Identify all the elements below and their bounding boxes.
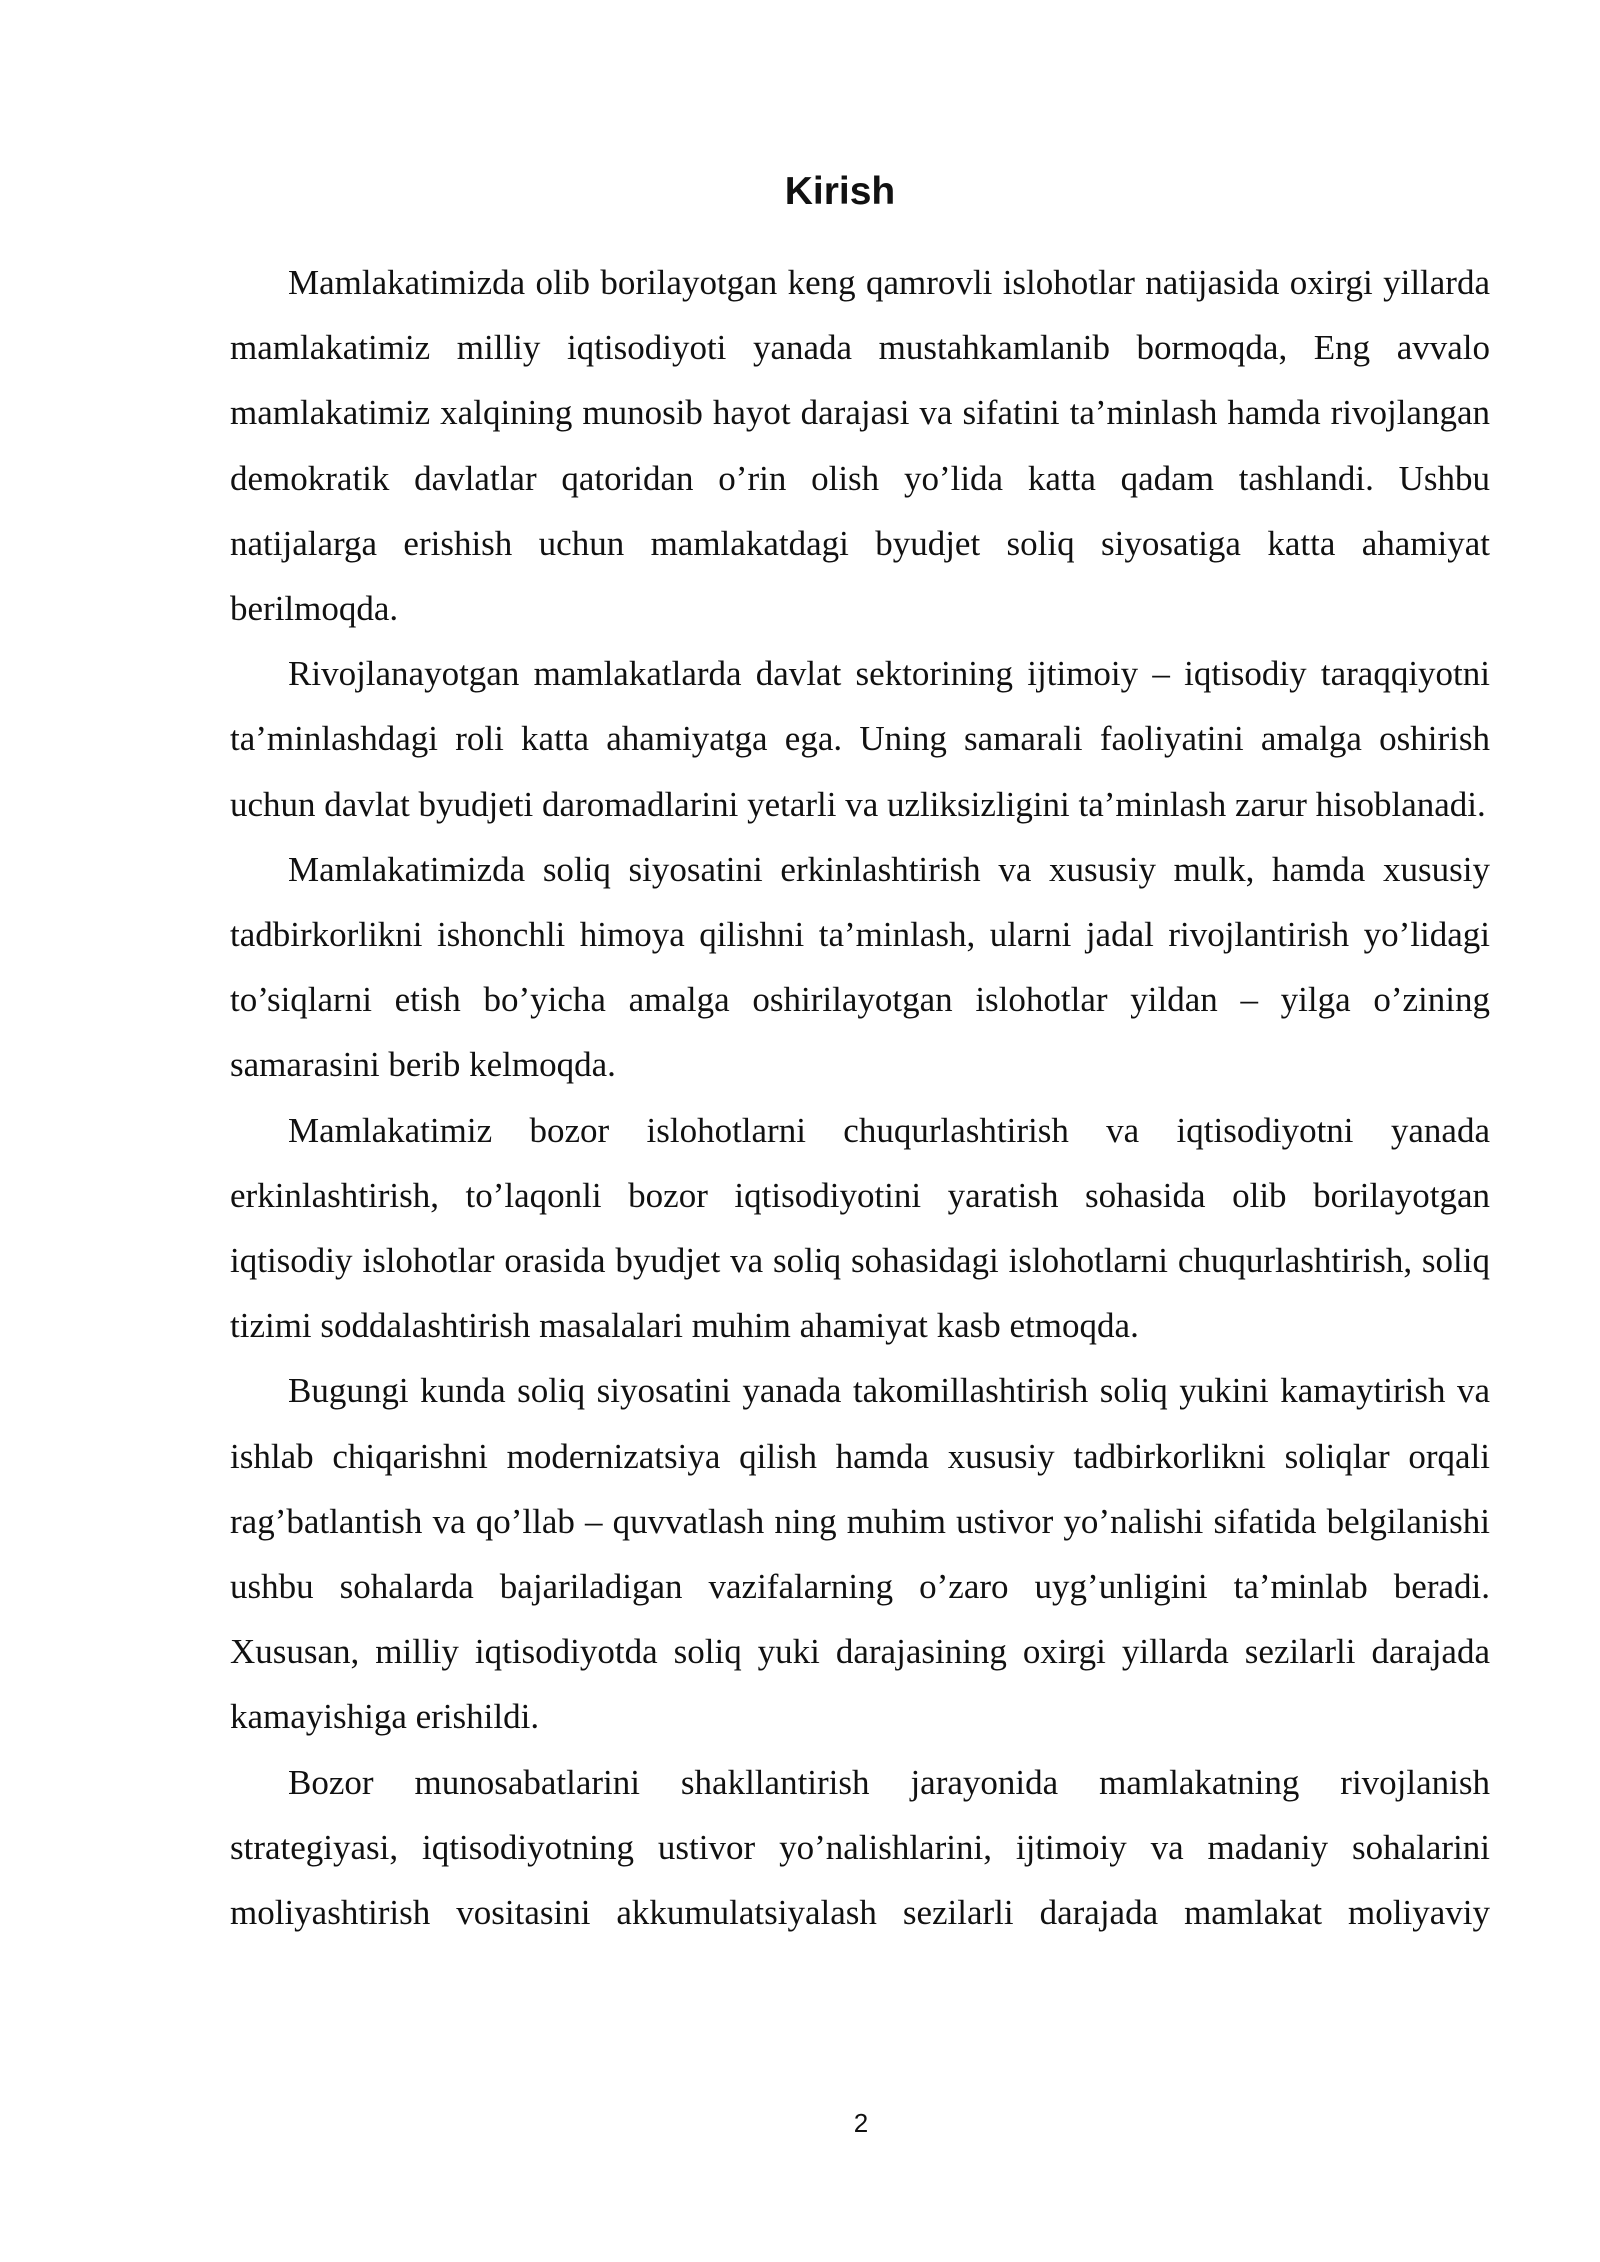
body-text: [230, 250, 1490, 1945]
paragraph: Bugungi kunda soliq siyosatini yanada takomillashtirish soliq yukini kamaytirish va ishlab chiqarishni modernizatsiya qilish hamda xususiy tadbirkorlikni soliqlar orqali rag’batlantish va qo’llab – quvvatlash ning muhim ustivor yo’nalishi sifatida belgilanishi ushbu sohalarda bajariladigan vazifalarning o’zaro uyg’unligini ta’minlab beradi. Xususan, milliy iqtisodiyotda soliq yuki darajasining oxirgi yillarda sezilarli darajada kamayishiga erishildi.: [230, 1371, 1490, 1737]
paragraph: Mamlakatimizda olib borilayotgan keng qamrovli islohotlar natijasida oxirgi yillarda mamlakatimiz milliy iqtisodiyoti yanada mustahkamlanib bormoqda, Eng avvalo mamlakatimiz xalqining munosib hayot darajasi va sifatini ta’minlash hamda rivojlangan demokratik davlatlar qatoridan o’rin olish yo’lida katta qadam tashlandi. Ushbu natijalarga erishish uchun mamlakatdagi byudjet soliq siyosatiga katta ahamiyat berilmoqda.: [230, 263, 1490, 629]
page-number: 2: [853, 2108, 869, 2138]
page-title: Kirish: [784, 170, 896, 213]
paragraph: Rivojlanayotgan mamlakatlarda davlat sektorining ijtimoiy – iqtisodiy taraqqiyotni ta’minlashdagi roli katta ahamiyatga ega. Uning samarali faoliyatini amalga oshirish uchun davlat byudjeti daromadlarini yetarli va uzliksizligini ta’minlash zarur hisoblanadi.: [230, 654, 1490, 824]
paragraph: Mamlakatimizda soliq siyosatini erkinlashtirish va xususiy mulk, hamda xususiy tadbirkorlikni ishonchli himoya qilishni ta’minlash, ularni jadal rivojlantirish yo’lidagi to’siqlarni etish bo’yicha amalga oshirilayotgan islohotlar yildan – yilga o’zining samarasini berib kelmoqda.: [230, 849, 1490, 1085]
paragraph: Mamlakatimiz bozor islohotlarni chuqurlashtirish va iqtisodiyotni yanada erkinlashtirish, to’laqonli bozor iqtisodiyotini yaratish sohasida olib borilayotgan iqtisodiy islohotlar orasida byudjet va soliq sohasidagi islohotlarni chuqurlashtirish, soliq tizimi soddalashtirish masalalari muhim ahamiyat kasb etmoqda.: [230, 1110, 1490, 1346]
paragraph: Bozor munosabatlarini shakllantirish jarayonida mamlakatning rivojlanish strategiyasi, iqtisodiyotning ustivor yo’nalishlarini, ijtimoiy va madaniy sohalarini moliyashtirish vositasini akkumulatsiyalash sezilarli darajada mamlakat moliyaviy: [230, 1762, 1490, 1933]
